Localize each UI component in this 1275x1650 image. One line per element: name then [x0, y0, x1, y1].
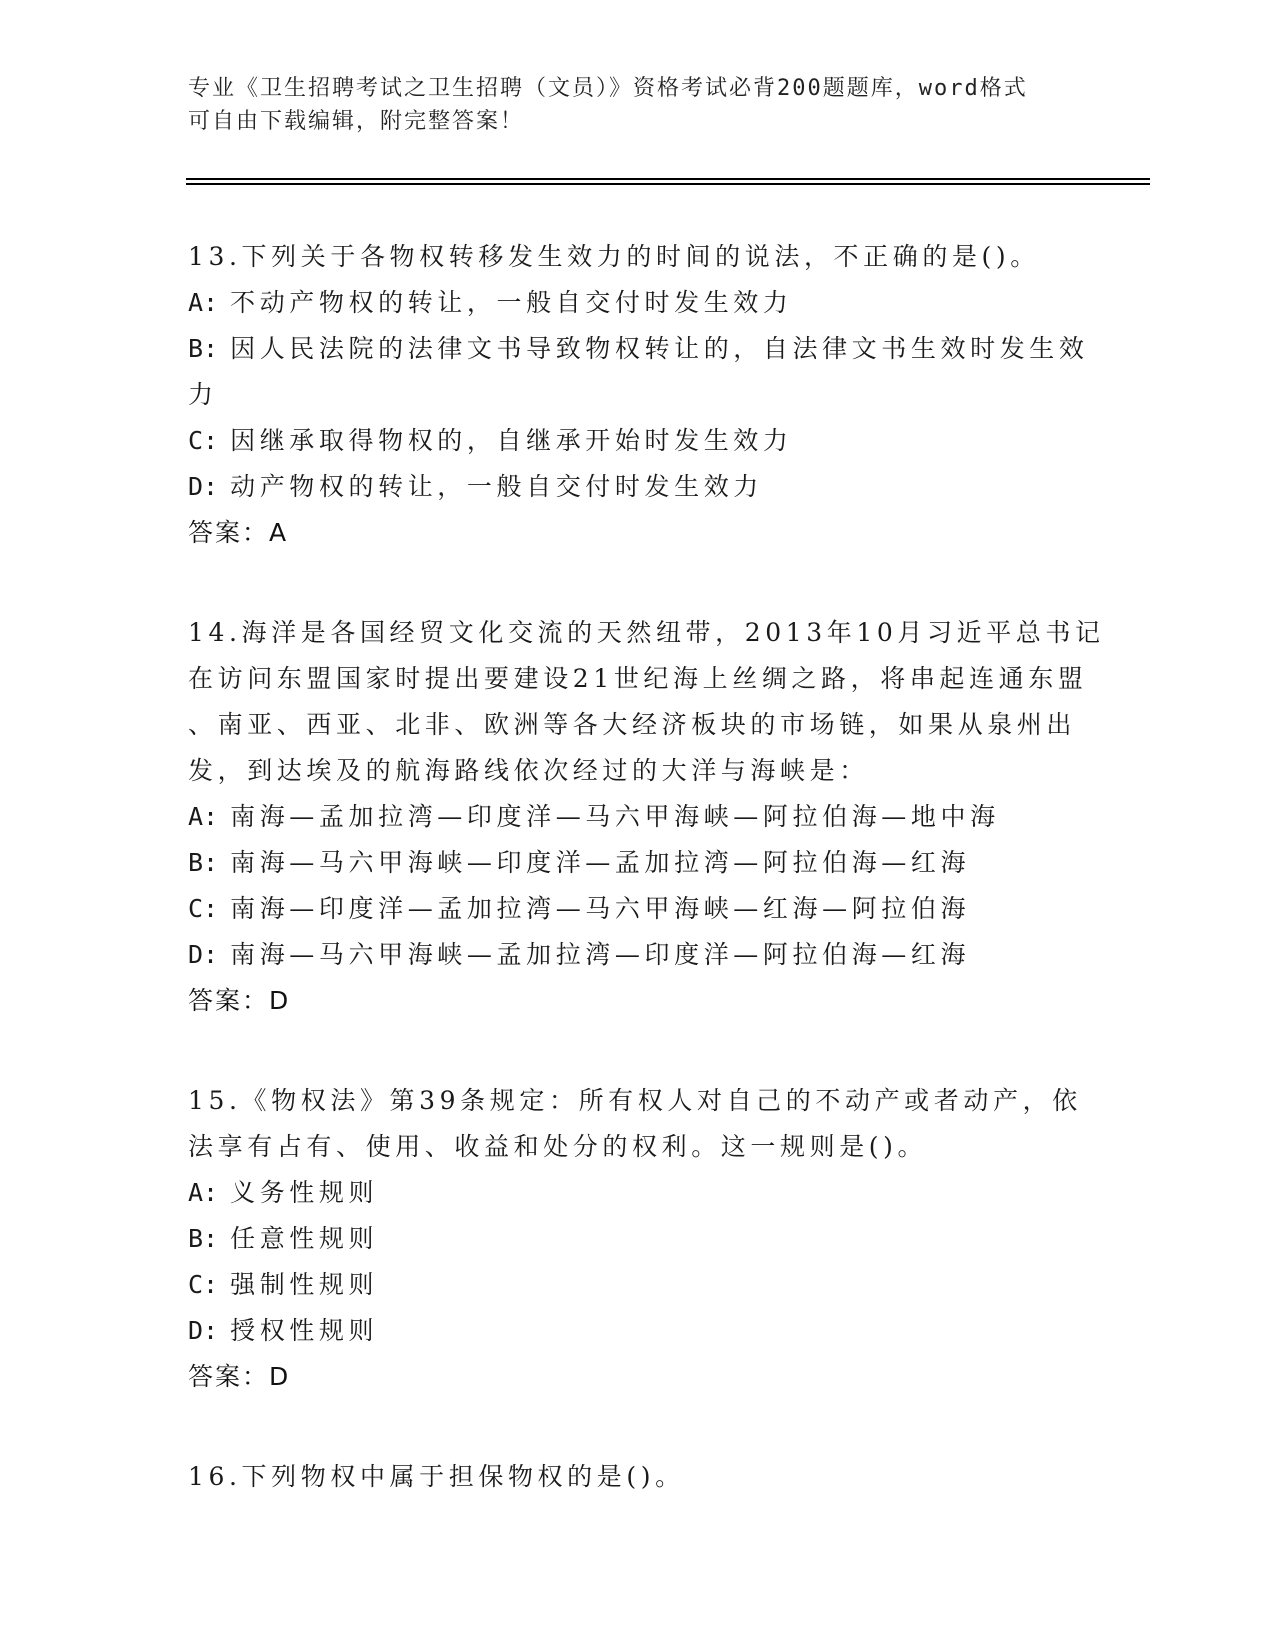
answer: 答案：A — [188, 518, 289, 547]
option-a — [188, 280, 1088, 326]
option-b — [188, 840, 1088, 886]
option-letter: A: — [188, 288, 219, 317]
question-stem: 14.海洋是各国经贸文化交流的天然纽带，2013年10月习近平总书记 — [188, 618, 1105, 647]
answer: 答案：D — [188, 986, 291, 1015]
header-divider-top — [186, 178, 1150, 180]
option-letter: A: — [188, 1178, 219, 1207]
option-text: 动产物权的转让，一般自交付时发生效力 — [230, 472, 763, 501]
option-text: 因人民法院的法律文书导致物权转让的，自法律文书生效时发生效 — [230, 334, 1089, 363]
option-b — [188, 326, 1088, 372]
option-d — [188, 1308, 1088, 1354]
option-letter: D: — [188, 940, 219, 969]
question-stem: 15.《物权法》第39条规定：所有权人对自己的不动产或者动产，依 — [188, 1086, 1082, 1115]
option-text: 南海—马六甲海峡—印度洋—孟加拉湾—阿拉伯海—红海 — [230, 848, 971, 877]
option-letter: D: — [188, 1316, 219, 1345]
document-header — [188, 72, 1068, 138]
option-letter: C: — [188, 426, 219, 455]
option-a — [188, 794, 1088, 840]
option-text: 不动产物权的转让，一般自交付时发生效力 — [230, 288, 793, 317]
option-text: 南海—印度洋—孟加拉湾—马六甲海峡—红海—阿拉伯海 — [230, 894, 971, 923]
option-text: 义务性规则 — [230, 1178, 379, 1207]
option-d — [188, 932, 1088, 978]
option-letter: B: — [188, 1224, 219, 1253]
question-stem: 法享有占有、使用、收益和处分的权利。这一规则是()。 — [188, 1132, 928, 1161]
question-13 — [188, 234, 1088, 556]
option-letter: B: — [188, 334, 219, 363]
option-c — [188, 418, 1088, 464]
option-b — [188, 1216, 1088, 1262]
option-letter: B: — [188, 848, 219, 877]
option-a — [188, 1170, 1088, 1216]
question-stem: 13.下列关于各物权转移发生效力的时间的说法，不正确的是()。 — [188, 242, 1040, 271]
option-b-continued — [188, 372, 1088, 418]
option-letter: A: — [188, 802, 219, 831]
header-line-1: 专业《卫生招聘考试之卫生招聘（文员）》资格考试必背200题题库，word格式 — [188, 76, 1028, 101]
question-16 — [188, 1454, 1088, 1500]
question-14 — [188, 610, 1105, 1024]
option-c — [188, 886, 1088, 932]
option-c — [188, 1262, 1088, 1308]
question-list — [188, 234, 1105, 1554]
option-text: 授权性规则 — [230, 1316, 379, 1345]
question-stem: 、南亚、西亚、北非、欧洲等各大经济板块的市场链，如果从泉州出 — [188, 710, 1077, 739]
option-letter: D: — [188, 472, 219, 501]
option-text: 力 — [188, 380, 218, 409]
option-letter: C: — [188, 894, 219, 923]
option-text: 南海—马六甲海峡—孟加拉湾—印度洋—阿拉伯海—红海 — [230, 940, 971, 969]
question-stem: 在访问东盟国家时提出要建设21世纪海上丝绸之路，将串起连通东盟 — [188, 664, 1088, 693]
option-text: 南海—孟加拉湾—印度洋—马六甲海峡—阿拉伯海—地中海 — [230, 802, 1000, 831]
option-letter: C: — [188, 1270, 219, 1299]
answer: 答案：D — [188, 1362, 291, 1391]
option-d — [188, 464, 1088, 510]
header-divider-bottom — [186, 183, 1150, 185]
option-text: 强制性规则 — [230, 1270, 379, 1299]
question-stem: 发，到达埃及的航海路线依次经过的大洋与海峡是： — [188, 756, 869, 785]
question-stem: 16.下列物权中属于担保物权的是()。 — [188, 1462, 685, 1491]
option-text: 任意性规则 — [230, 1224, 379, 1253]
option-text: 因继承取得物权的，自继承开始时发生效力 — [230, 426, 793, 455]
question-15 — [188, 1078, 1088, 1400]
header-line-2: 可自由下载编辑，附完整答案！ — [188, 109, 525, 134]
